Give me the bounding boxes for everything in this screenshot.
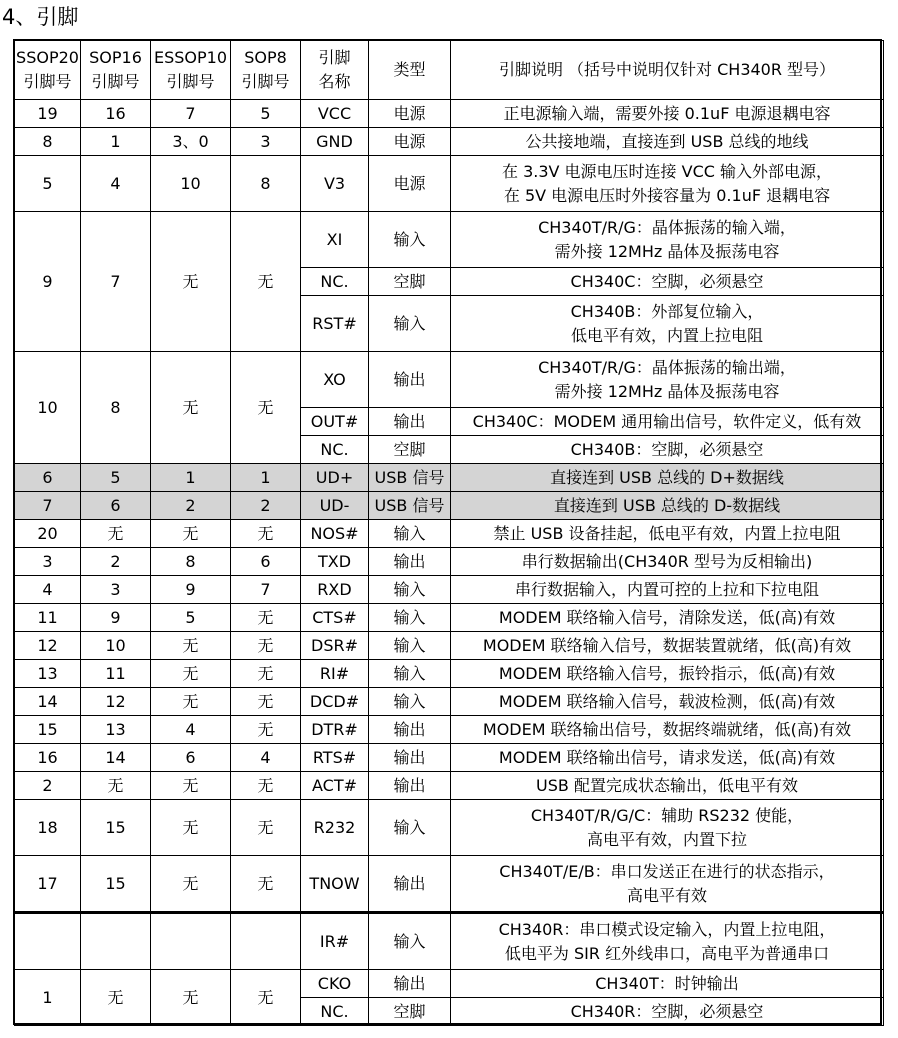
cell-sop16-pin: 无 [81,970,151,1026]
cell-pin-type: 空脚 [369,436,451,464]
cell-pin-type: 输入 [369,913,451,970]
cell-pin-description: CH340T/R/G：晶体振荡的输出端， 需外接 12MHz 晶体及振荡电容 [451,352,884,408]
cell-pin-description: MODEM 联络输出信号，请求发送，低(高)有效 [451,744,884,772]
cell-pin-name: UD+ [301,464,369,492]
cell-ssop20-pin: 11 [15,604,81,632]
cell-pin-description: MODEM 联络输入信号，振铃指示，低(高)有效 [451,660,884,688]
cell-sop8-pin: 无 [231,604,301,632]
table-row [15,632,884,660]
cell-sop8-pin: 无 [231,800,301,856]
cell-pin-name: DSR# [301,632,369,660]
table-row [15,716,884,744]
column-header-line: 类型 [393,60,426,79]
cell-essop10-pin [151,913,231,970]
column-header-ssop20-pin [15,41,81,100]
cell-ssop20-pin: 14 [15,688,81,716]
cell-pin-description: USB 配置完成状态输出，低电平有效 [451,772,884,800]
cell-sop16-pin: 15 [81,800,151,856]
cell-sop16-pin: 10 [81,632,151,660]
cell-pin-type: USB 信号 [369,464,451,492]
table-row [15,520,884,548]
table-row [15,464,884,492]
cell-essop10-pin: 无 [151,856,231,913]
cell-essop10-pin: 4 [151,716,231,744]
cell-pin-name: NOS# [301,520,369,548]
column-header-sop16-pin [81,41,151,100]
cell-essop10-pin: 5 [151,604,231,632]
cell-pin-name: RST# [301,296,369,352]
cell-pin-type: 输入 [369,800,451,856]
cell-sop8-pin: 无 [231,688,301,716]
cell-ssop20-pin: 1 [15,970,81,1026]
cell-pin-name: TXD [301,548,369,576]
cell-ssop20-pin: 2 [15,772,81,800]
cell-sop8-pin: 7 [231,576,301,604]
cell-pin-type: 电源 [369,156,451,212]
cell-pin-description: CH340C：MODEM 通用输出信号，软件定义，低有效 [451,408,884,436]
table-row [15,576,884,604]
table-row [15,856,884,913]
cell-pin-type: USB 信号 [369,492,451,520]
table-row [15,212,884,268]
column-header-line: 引脚说明 （括号中说明仅针对 CH340R 型号） [498,60,836,79]
column-header-pin-name [301,41,369,100]
cell-essop10-pin: 无 [151,772,231,800]
cell-essop10-pin: 无 [151,800,231,856]
cell-sop16-pin: 3 [81,576,151,604]
column-header-sop8-pin [231,41,301,100]
cell-pin-type: 输出 [369,352,451,408]
table-row [15,548,884,576]
cell-sop16-pin [81,913,151,970]
table-row [15,800,884,856]
cell-ssop20-pin: 8 [15,128,81,156]
column-header-line: 引脚号 [166,72,215,91]
cell-sop8-pin: 2 [231,492,301,520]
cell-pin-name: NC. [301,436,369,464]
cell-essop10-pin: 无 [151,688,231,716]
cell-essop10-pin: 8 [151,548,231,576]
cell-sop8-pin: 5 [231,100,301,128]
cell-essop10-pin: 无 [151,660,231,688]
cell-sop16-pin: 1 [81,128,151,156]
column-header-pin-type [369,41,451,100]
cell-sop8-pin: 8 [231,156,301,212]
cell-ssop20-pin: 5 [15,156,81,212]
cell-ssop20-pin: 9 [15,212,81,352]
cell-essop10-pin: 无 [151,970,231,1026]
table-row [15,100,884,128]
cell-pin-type: 输出 [369,716,451,744]
cell-pin-description: 在 3.3V 电源电压时连接 VCC 输入外部电源， 在 5V 电源电压时外接容量为 0.1uF 退耦电容 [451,156,884,212]
column-header-essop10-pin [151,41,231,100]
column-header-line: 引脚号 [241,72,290,91]
cell-ssop20-pin [15,913,81,970]
cell-pin-name: DCD# [301,688,369,716]
cell-sop16-pin: 13 [81,716,151,744]
cell-ssop20-pin: 17 [15,856,81,913]
cell-ssop20-pin: 10 [15,352,81,464]
cell-pin-description: CH340T/R/G：晶体振荡的输入端， 需外接 12MHz 晶体及振荡电容 [451,212,884,268]
cell-pin-type: 输入 [369,604,451,632]
cell-sop8-pin [231,913,301,970]
table-row [15,660,884,688]
table-row [15,128,884,156]
cell-sop8-pin: 无 [231,520,301,548]
cell-pin-description: 串行数据输入，内置可控的上拉和下拉电阻 [451,576,884,604]
cell-ssop20-pin: 15 [15,716,81,744]
cell-pin-description: MODEM 联络输入信号，载波检测，低(高)有效 [451,688,884,716]
cell-sop8-pin: 无 [231,970,301,1026]
table-row [15,688,884,716]
table-header [15,41,884,100]
cell-pin-name: DTR# [301,716,369,744]
cell-pin-type: 空脚 [369,268,451,296]
cell-pin-type: 输出 [369,856,451,913]
column-header-line: 引脚 [318,48,351,67]
cell-pin-description: 串行数据输出(CH340R 型号为反相输出) [451,548,884,576]
cell-pin-name: XI [301,212,369,268]
cell-pin-name: XO [301,352,369,408]
cell-pin-description: CH340T：时钟输出 [451,970,884,998]
cell-pin-type: 输入 [369,520,451,548]
cell-pin-name: NC. [301,268,369,296]
cell-ssop20-pin: 13 [15,660,81,688]
cell-pin-description: MODEM 联络输入信号，清除发送，低(高)有效 [451,604,884,632]
cell-pin-name: OUT# [301,408,369,436]
cell-pin-type: 输出 [369,744,451,772]
cell-essop10-pin: 3、0 [151,128,231,156]
column-header-line: 引脚号 [91,72,140,91]
cell-pin-name: IR# [301,913,369,970]
table-row [15,352,884,408]
cell-ssop20-pin: 19 [15,100,81,128]
cell-sop16-pin: 14 [81,744,151,772]
cell-sop8-pin: 无 [231,856,301,913]
cell-pin-type: 输入 [369,660,451,688]
cell-sop16-pin: 7 [81,212,151,352]
column-header-line: SOP8 [244,48,287,67]
cell-pin-name: V3 [301,156,369,212]
cell-pin-description: CH340T/E/B：串口发送正在进行的状态指示， 高电平有效 [451,856,884,913]
cell-ssop20-pin: 6 [15,464,81,492]
cell-pin-description: CH340B：外部复位输入， 低电平有效，内置上拉电阻 [451,296,884,352]
cell-sop16-pin: 无 [81,772,151,800]
cell-pin-type: 输入 [369,688,451,716]
column-header-line: SOP16 [89,48,142,67]
cell-pin-name: ACT# [301,772,369,800]
cell-pin-type: 输出 [369,408,451,436]
cell-ssop20-pin: 4 [15,576,81,604]
cell-pin-name: CKO [301,970,369,998]
table-row [15,970,884,998]
cell-pin-name: VCC [301,100,369,128]
cell-pin-type: 电源 [369,100,451,128]
cell-pin-description: CH340C：空脚，必须悬空 [451,268,884,296]
cell-sop16-pin: 15 [81,856,151,913]
pin-table [14,40,884,1026]
cell-ssop20-pin: 18 [15,800,81,856]
cell-essop10-pin: 无 [151,632,231,660]
cell-pin-description: 直接连到 USB 总线的 D+数据线 [451,464,884,492]
cell-essop10-pin: 无 [151,352,231,464]
cell-sop16-pin: 16 [81,100,151,128]
cell-sop16-pin: 9 [81,604,151,632]
cell-essop10-pin: 7 [151,100,231,128]
column-header-pin-description [451,41,884,100]
cell-pin-type: 输出 [369,970,451,998]
cell-sop16-pin: 6 [81,492,151,520]
cell-pin-description: 公共接地端，直接连到 USB 总线的地线 [451,128,884,156]
cell-pin-name: UD- [301,492,369,520]
cell-pin-name: R232 [301,800,369,856]
cell-ssop20-pin: 20 [15,520,81,548]
cell-essop10-pin: 2 [151,492,231,520]
table-row [15,744,884,772]
cell-pin-description: 正电源输入端，需要外接 0.1uF 电源退耦电容 [451,100,884,128]
cell-sop16-pin: 2 [81,548,151,576]
cell-sop8-pin: 无 [231,716,301,744]
cell-sop8-pin: 无 [231,212,301,352]
cell-pin-description: CH340T/R/G/C：辅助 RS232 使能， 高电平有效，内置下拉 [451,800,884,856]
cell-pin-description: CH340B：空脚，必须悬空 [451,436,884,464]
cell-pin-name: RXD [301,576,369,604]
cell-pin-name: RTS# [301,744,369,772]
cell-essop10-pin: 6 [151,744,231,772]
cell-pin-name: GND [301,128,369,156]
cell-sop8-pin: 无 [231,772,301,800]
cell-sop8-pin: 无 [231,632,301,660]
table-row [15,156,884,212]
cell-ssop20-pin: 12 [15,632,81,660]
cell-sop16-pin: 12 [81,688,151,716]
cell-pin-type: 输入 [369,576,451,604]
cell-sop16-pin: 5 [81,464,151,492]
cell-pin-type: 空脚 [369,998,451,1026]
cell-sop8-pin: 1 [231,464,301,492]
cell-pin-name: RI# [301,660,369,688]
cell-pin-description: MODEM 联络输出信号，数据终端就绪，低(高)有效 [451,716,884,744]
table-row [15,772,884,800]
cell-sop16-pin: 11 [81,660,151,688]
cell-pin-description: 禁止 USB 设备挂起，低电平有效，内置上拉电阻 [451,520,884,548]
cell-essop10-pin: 无 [151,212,231,352]
cell-pin-type: 输入 [369,212,451,268]
table-row [15,913,884,970]
table-row [15,492,884,520]
cell-essop10-pin: 10 [151,156,231,212]
cell-pin-type: 电源 [369,128,451,156]
cell-sop8-pin: 4 [231,744,301,772]
cell-ssop20-pin: 16 [15,744,81,772]
section-heading: 4、引脚 [2,5,79,29]
cell-pin-description: CH340R：串口模式设定输入，内置上拉电阻， 低电平为 SIR 红外线串口，高电平为普通串口 [451,913,884,970]
cell-pin-type: 输入 [369,296,451,352]
cell-pin-name: NC. [301,998,369,1026]
column-header-line: ESSOP10 [153,48,228,67]
cell-ssop20-pin: 3 [15,548,81,576]
table-row [15,604,884,632]
cell-sop8-pin: 3 [231,128,301,156]
cell-pin-name: CTS# [301,604,369,632]
cell-sop8-pin: 6 [231,548,301,576]
cell-sop8-pin: 无 [231,352,301,464]
cell-sop16-pin: 4 [81,156,151,212]
cell-pin-type: 输入 [369,632,451,660]
cell-sop16-pin: 8 [81,352,151,464]
column-header-line: SSOP20 [16,48,79,67]
cell-pin-name: TNOW [301,856,369,913]
cell-essop10-pin: 无 [151,520,231,548]
column-header-line: 名称 [318,72,351,91]
cell-pin-type: 输出 [369,548,451,576]
cell-sop8-pin: 无 [231,660,301,688]
cell-pin-description: MODEM 联络输入信号，数据装置就绪，低(高)有效 [451,632,884,660]
column-header-line: 引脚号 [23,72,72,91]
cell-pin-type: 输出 [369,772,451,800]
cell-essop10-pin: 9 [151,576,231,604]
cell-ssop20-pin: 7 [15,492,81,520]
cell-sop16-pin: 无 [81,520,151,548]
cell-essop10-pin: 1 [151,464,231,492]
cell-pin-description: 直接连到 USB 总线的 D-数据线 [451,492,884,520]
cell-pin-description: CH340R：空脚，必须悬空 [451,998,884,1026]
